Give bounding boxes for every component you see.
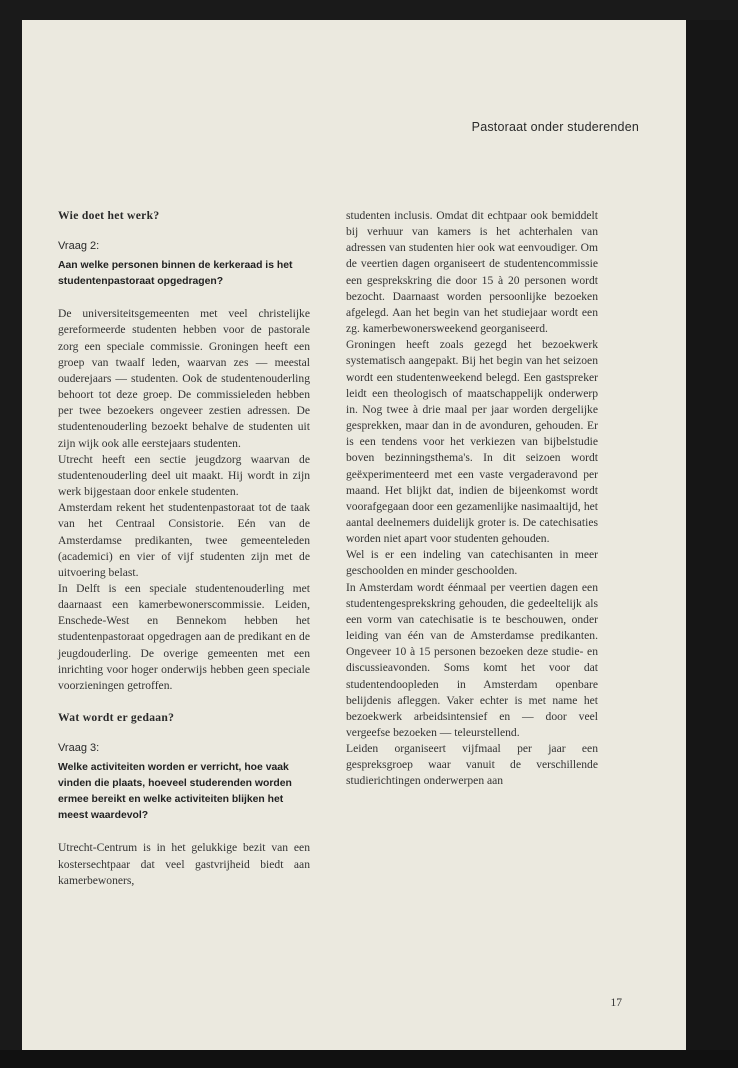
- question-label: Vraag 2:: [58, 240, 100, 253]
- running-header: Pastoraat onder studerenden: [471, 120, 639, 134]
- paragraph: Groningen heeft zoals gezegd het bezoekwerk systematisch aangepakt. Bij het begin van het seizoen wordt een studentenweekend belegd. Een gastspreker leidt een theologisch of maatschappelijk onderwerp in. Nog twee à drie maal per jaar worden dergelijke gesprekken, maar dan in de avonduren, gehouden. Er is een tendens voor het verkiezen van bijbelstudie boven bezinningsthema's. In dit seizoen wordt geëxperimenteerd met een vaste vergaderavond per maand. Het blijkt dat, indien de bijeenkomst wordt voorafgegaan door een gezamenlijke nasimaaltijd, het aantal deelnemers duidelijk groter is. De catechisaties worden niet apart voor studenten gehouden.: [346, 338, 598, 546]
- left-column: [58, 208, 310, 889]
- paragraph: De universiteitsgemeenten met veel christelijke gereformeerde studenten hebben voor de pastorale zorg een speciale commissie. Groningen heeft een groep van twaalf leden, waarvan zes — meestal ouderejaars — studenten. Ook de studentenouderling behoort tot deze groep. De commissieleden hebben per twee bezoekers ongeveer zestien adressen. De studentenouderling bezoekt behalve de studenten uit zijn wijk ook alle eerstejaars studenten.: [58, 307, 310, 450]
- question-text: Aan welke personen binnen de kerkeraad is het studentenpastoraat opgedragen?: [58, 260, 293, 288]
- scan-edge-bottom: [0, 1050, 738, 1068]
- section-title: Wat wordt er gedaan?: [58, 711, 175, 725]
- paragraph: Utrecht-Centrum is in het gelukkige bezit van een kostersechtpaar dat veel gastvrijheid biedt aan kamerbewoners,: [58, 841, 310, 887]
- paragraph: studenten inclusis. Omdat dit echtpaar ook bemiddelt bij verhuur van kamers is het achterhalen van adressen van studenten hier ook wat eenvoudiger. Om de veertien dagen organiseert de studentencommissie een gesprekskring die door 15 à 20 personen wordt bezocht. Daarnaast worden persoonlijke bezoeken afgelegd. Aan het begin van het studiejaar wordt een zg. kamerbewonersweekend georganiseerd.: [346, 209, 598, 336]
- paragraph: Wel is er een indeling van catechisanten in meer geschoolden en minder geschoolden.: [346, 548, 598, 578]
- scan-edge-right: [686, 20, 738, 1050]
- right-column: [346, 208, 598, 790]
- section-title: Wie doet het werk?: [58, 209, 160, 222]
- paragraph: Leiden organiseert vijfmaal per jaar een gespreksgroep waar vanuit de verschillende studierichtingen onderwerpen aan: [346, 742, 598, 788]
- paragraph: In Amsterdam wordt éénmaal per veertien dagen een studentengesprekskring gehouden, die gedeeltelijk als een vorm van catechisatie is te beschouwen, onder leiding van één van de Amsterdamse predikanten. Ongeveer 10 à 15 personen bezoeken deze studie- en discussieavonden. Soms komt het voor dat studentendoopleden in Amsterdam openbare belijdenis afleggen. Vaker echter is met name het bezoekwerk arbeidsintensief en — door veel vergeefse bezoeken — teleurstellend.: [346, 580, 598, 739]
- question-label: Vraag 3:: [58, 742, 100, 755]
- page-number: 17: [610, 997, 622, 1009]
- question-text: Welke activiteiten worden er verricht, hoe vaak vinden die plaats, hoeveel studerenden worden ermee bereikt en welke activiteiten blijken het meest waardevol?: [58, 762, 292, 822]
- paragraph: Amsterdam rekent het studentenpastoraat tot de taak van het Centraal Consistorie. Eén van de Amsterdamse predikanten, twee gemeenteleden (academici) en vier of vijf studenten zijn met de uitvoering belast.: [58, 501, 310, 579]
- paragraph: Utrecht heeft een sectie jeugdzorg waarvan de studentenouderling deel uit maakt. Hij wordt in zijn werk bijgestaan door enkele studenten.: [58, 452, 310, 499]
- paragraph: In Delft is een speciale studentenouderling met daarnaast een kamerbewonerscommissie. Leiden, Enschede-West en Bennekom hebben het studentenpastoraat opgedragen aan de predikant en de jeugdouderling. De overige gemeenten met een inrichting voor hoger onderwijs hebben geen speciale voorzieningen getroffen.: [58, 581, 310, 692]
